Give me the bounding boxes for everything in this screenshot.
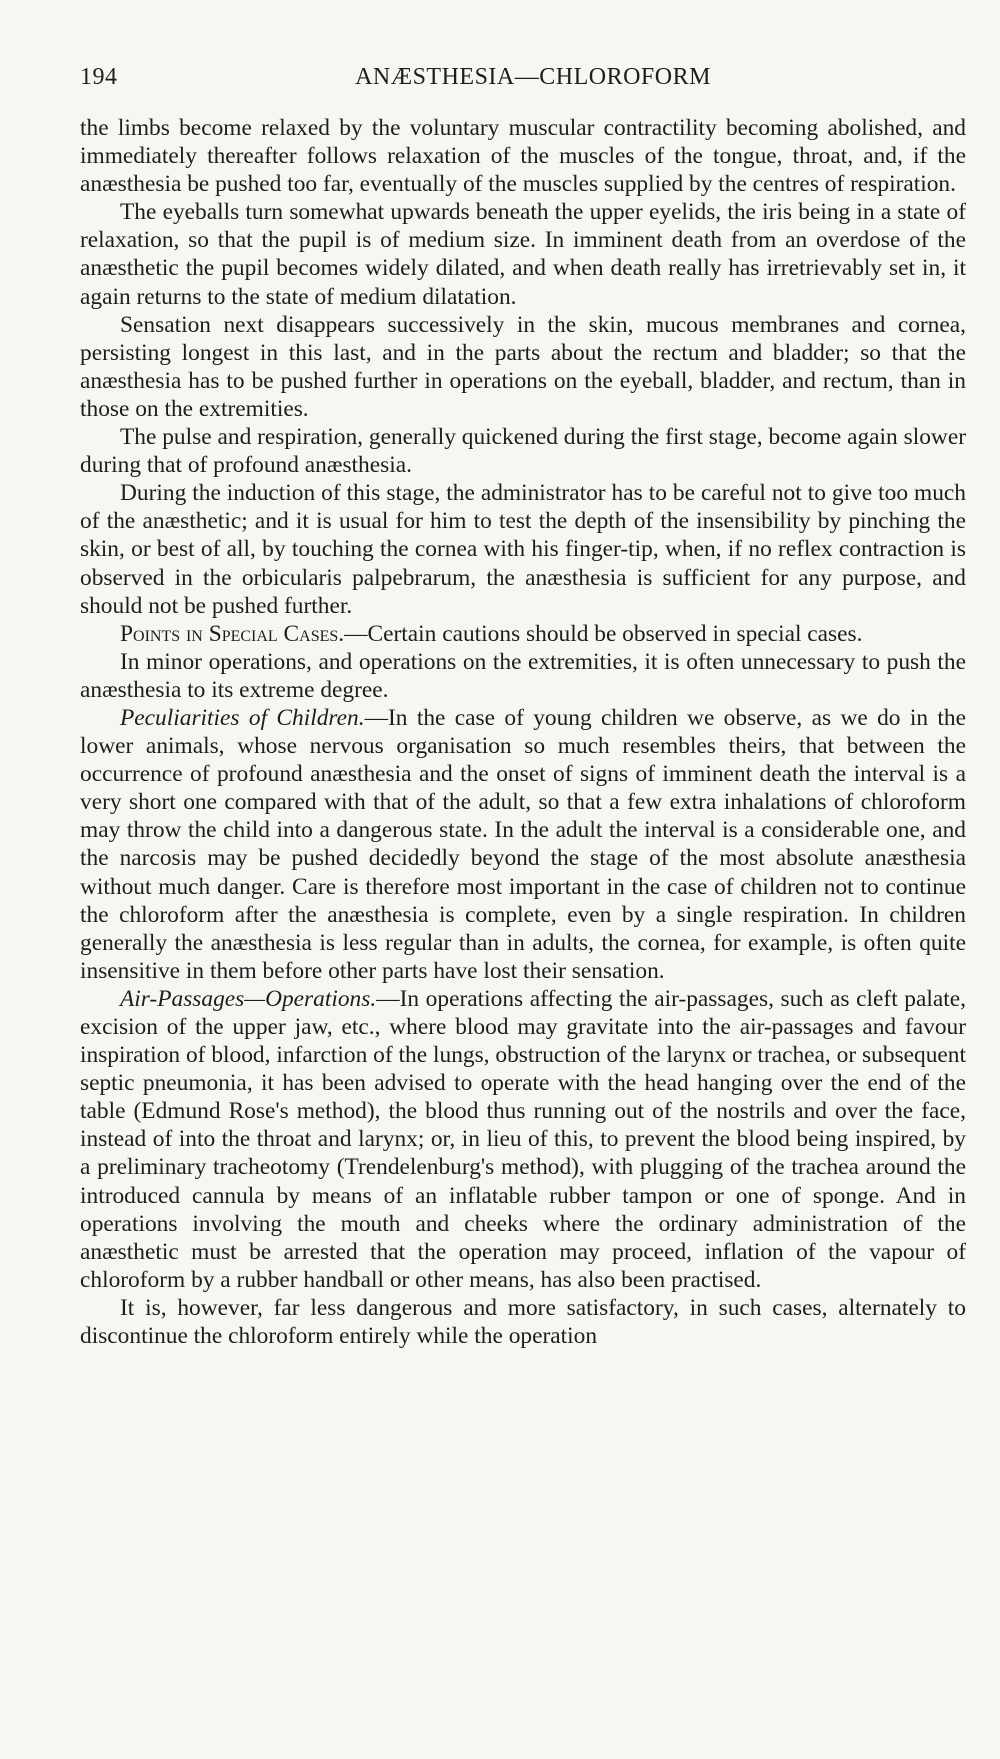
paragraph-10: It is, however, far less dangerous and more satisfactory, in such cases, alternately to discontinue the chloroform entirely while the operation <box>80 1294 966 1350</box>
page-number: 194 <box>80 64 118 90</box>
paragraph-3: Sensation next disappears successively in the skin, mucous membranes and cornea, persisting longest in this last, and in the parts about the rectum and bladder; so that the anæsthesia has to be pushed further in operations on the eyeball, bladder, and rectum, than in those on the extremities. <box>80 311 966 422</box>
paragraph-1: the limbs become relaxed by the voluntary muscular contractility becoming abolished, and immediately thereafter follows relaxation of the muscles of the tongue, throat, and, if the anæsthesia be pushed too far, eventually of the muscles supplied by the centres of respiration. <box>80 115 966 198</box>
subheading-air-passages: Air-Passages—Operations. <box>120 985 377 1012</box>
paragraph-2: The eyeballs turn somewhat upwards beneath the upper eyelids, the iris being in a state of relaxation, so that the pupil is of medium size. In imminent death from an overdose of the anæsthetic the pupil becomes widely dilated, and when death really has irretrievably set in, it again returns to the state of medium dilatation. <box>80 199 966 310</box>
paragraph-6 <box>80 620 966 648</box>
section-heading-special-cases: Points in Special Cases. <box>120 620 345 647</box>
body-text <box>80 114 966 1350</box>
running-title: ANÆSTHESIA—CHLOROFORM <box>355 64 711 90</box>
paragraph-7: In minor operations, and operations on the extremities, it is often unnecessary to push the anæsthesia to its extreme degree. <box>80 648 966 703</box>
paragraph-5: During the induction of this stage, the administrator has to be careful not to give too much of the anæsthetic; and it is usual for him to test the depth of the insensibility by pinching the skin, or best of all, by touching the cornea with his finger-tip, when, if no reflex contraction is observed in the orbicularis palpebrarum, the anæsthesia is sufficient for any purpose, and should not be pushed further. <box>80 480 966 619</box>
subheading-children: Peculiarities of Children. <box>120 704 365 731</box>
paragraph-9 <box>80 985 966 1294</box>
paragraph-4: The pulse and respiration, generally quickened during the first stage, become again slower during that of profound anæsthesia. <box>80 424 966 479</box>
paragraph-9-text: —In operations affecting the air-passages, such as cleft palate, excision of the upper jaw, etc., where blood may gravitate into the air-passages and favour inspiration of blood, infarction of the lungs, obstruction of the larynx or trachea, or subsequent septic pneumonia, it has been advised to operate with the head hanging over the end of the table (Edmund Rose's method), the blood thus running out of the nostrils and over the face, instead of into the throat and larynx; or, in lieu of this, to prevent the blood being inspired, by a preliminary tracheotomy (Trendelenburg's method), with plugging of the trachea around the introduced cannula by means of an inflatable rubber tampon or one of sponge. And in operations involving the mouth and cheeks where the ordinary administration of the anæsthetic must be arrested that the operation may proceed, inflation of the vapour of chloroform by a rubber handball or other means, has also been practised. <box>80 985 966 1293</box>
paragraph-8-text: —In the case of young children we observe, as we do in the lower animals, whose nervous organisation so much resembles theirs, that between the occurrence of profound anæsthesia and the onset of signs of imminent death the interval is a very short one compared with that of the adult, so that a few extra inhalations of chloroform may throw the child into a dangerous state. In the adult the interval is a considerable one, and the narcosis may be pushed decidedly beyond the stage of the most absolute anæsthesia without much danger. Care is therefore most important in the case of children not to continue the chloroform after the anæsthesia is complete, even by a single respiration. In children generally the anæsthesia is less regular than in adults, the cornea, for example, is often quite insensitive in them before other parts have lost their sensation. <box>80 704 966 984</box>
paragraph-6-text: —Certain cautions should be observed in special cases. <box>344 620 863 647</box>
page-header <box>80 58 966 98</box>
paragraph-8 <box>80 704 966 985</box>
